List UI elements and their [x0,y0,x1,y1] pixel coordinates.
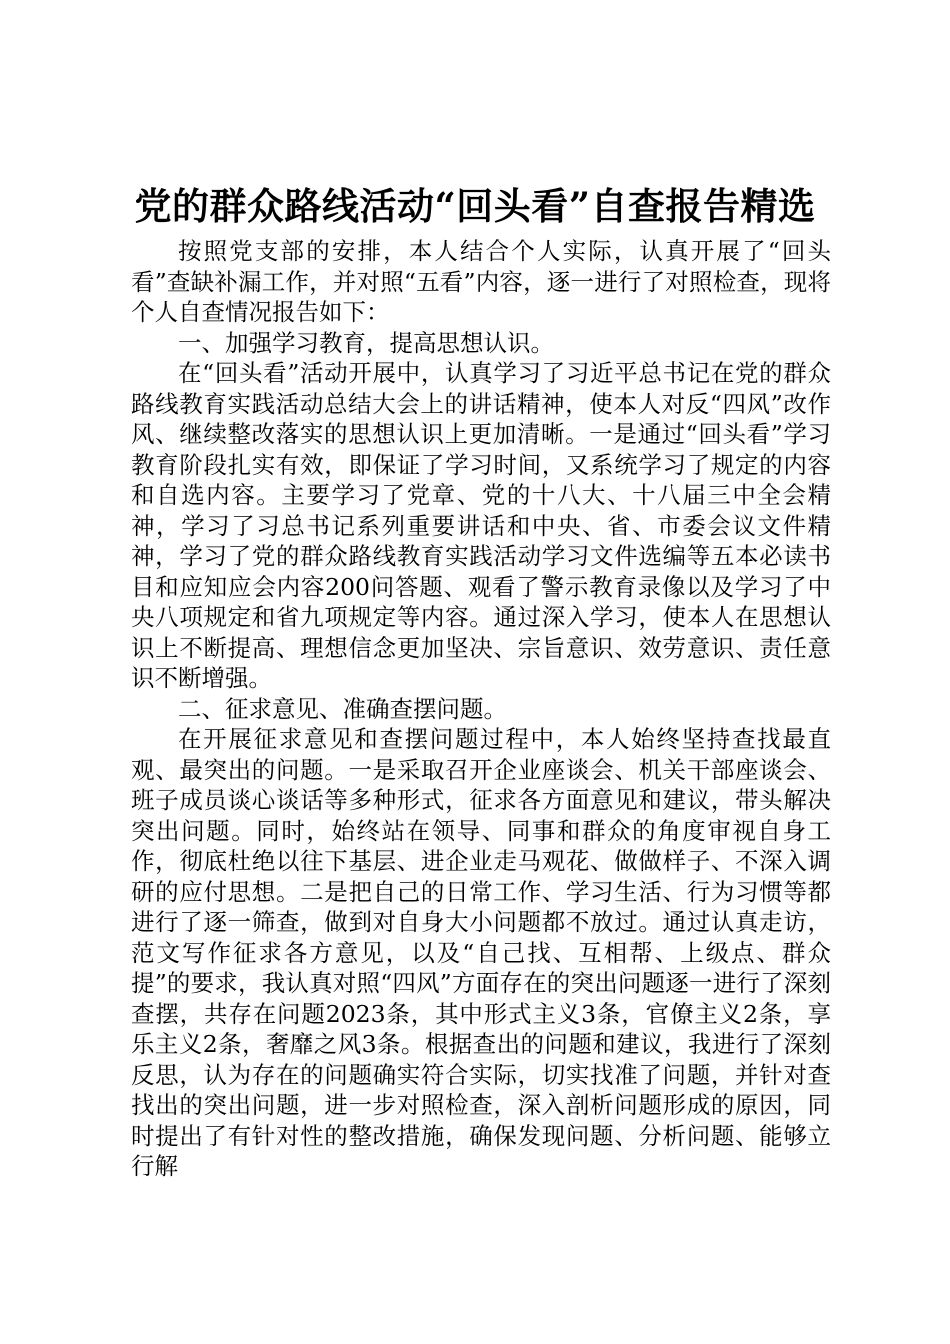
section-2-paragraph: 在开展征求意见和查摆问题过程中，本人始终坚持查找最直观、最突出的问题。一是采取召开企业座谈会、机关干部座谈会、班子成员谈心谈话等多种形式，征求各方面意见和建议，带头解决突出问题。同时，始终站在领导、同事和群众的角度审视自身工作，彻底杜绝以往下基层、进企业走马观花、做做样子、不深入调研的应付思想。二是把自己的日常工作、学习生活、行为习惯等都进行了逐一筛查，做到对自身大小问题都不放过。通过认真走访，范文写作征求各方意见，以及“自己找、互相帮、上级点、群众提”的要求，我认真对照“四风”方面存在的突出问题逐一进行了深刻查摆，共存在问题2023条，其中形式主义3条，官僚主义2条，享乐主义2条，奢靡之风3条。根据查出的问题和建议，我进行了深刻反思，认为存在的问题确实符合实际，切实找准了问题，并针对查找出的突出问题，进一步对照检查，深入剖析问题形成的原因，同时提出了有针对性的整改措施，确保发现问题、分析问题、能够立行解 [131,725,831,1180]
document-body [131,236,831,1182]
section-1-paragraph: 在“回头看”活动开展中，认真学习了习近平总书记在党的群众路线教育实践活动总结大会上的讲话精神，使本人对反“四风”改作风、继续整改落实的思想认识上更加清晰。一是通过“回头看”学习教育阶段扎实有效，即保证了学习时间，又系统学习了规定的内容和自选内容。主要学习了党章、党的十八大、十八届三中全会精神，学习了习总书记系列重要讲话和中央、省、市委会议文件精神，学习了党的群众路线教育实践活动学习文件选编等五本必读书目和应知应会内容200问答题、观看了警示教育录像以及学习了中央八项规定和省九项规定等内容。通过深入学习，使本人在思想认识上不断提高、理想信念更加坚决、宗旨意识、效劳意识、责任意识不断增强。 [131,359,831,692]
section-heading-2: 二、征求意见、准确查摆问题。 [178,694,507,723]
document-title: 党的群众路线活动“回头看”自查报告精选 [134,184,816,228]
section-heading-1: 一、加强学习教育，提高思想认识。 [178,328,554,357]
intro-paragraph: 按照党支部的安排，本人结合个人实际，认真开展了“回头看”查缺补漏工作，并对照“五看”内容，逐一进行了对照检查，现将个人自查情况报告如下： [131,237,831,326]
